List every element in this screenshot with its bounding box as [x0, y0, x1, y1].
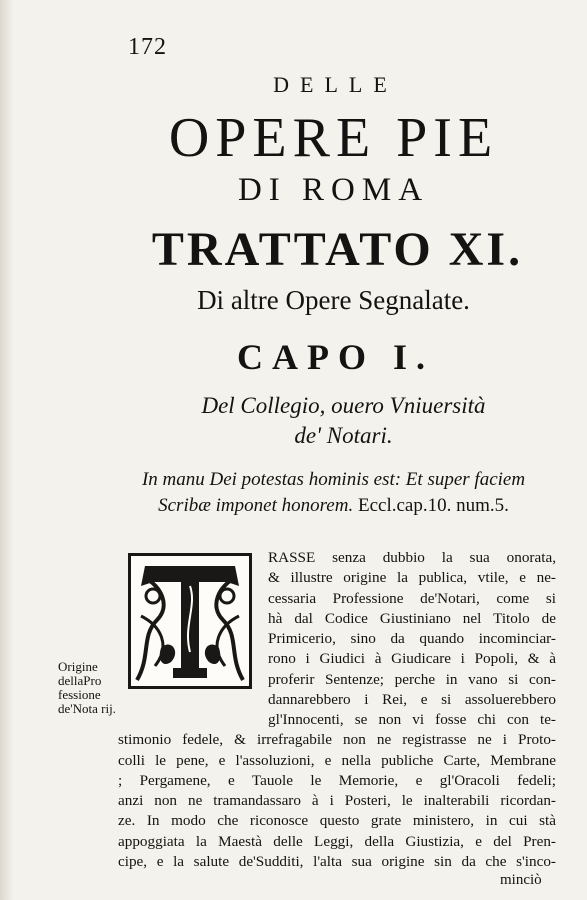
chapter-title-line-1: Del Collegio, ouero Vniuersità: [201, 393, 486, 418]
body-line: RASSE senza dubbio la sua onorata,: [268, 549, 556, 566]
chapter-heading: CAPO I.: [237, 337, 434, 377]
heading-line-3: DI ROMA: [237, 172, 430, 208]
body-line: appoggiata la Maestà delle Leggi, della Giustizia, e del Pren-: [118, 832, 556, 850]
decorated-initial-t-icon: [131, 556, 249, 686]
body-line: cessaria Professione de'Notari, come si: [268, 589, 556, 607]
body-line: cipe, e la salute de'Sudditi, l'alta sua origine sin da che s'inco-: [118, 853, 556, 870]
body-line: colli le pene, e l'assoluzioni, e nella publiche Carte, Membrane: [118, 751, 556, 769]
body-line: Primicerio, sino da quando incominciar-: [268, 630, 556, 648]
epigraph-reference: Eccl.cap.10. num.5.: [357, 495, 509, 516]
body-line: rono i Giudici à Giudicare i Popoli, & à: [268, 650, 556, 668]
page-number: 172: [128, 34, 167, 60]
body-line: hà dal Codice Giustiniano nel Titolo de: [268, 609, 556, 627]
epigraph-line-1: In manu Dei potestas hominis est: Et super faciem: [141, 469, 526, 490]
decorated-initial: [128, 553, 252, 689]
body-line: gl'Innocenti, se non vi fosse chi con te-: [268, 711, 556, 729]
treatise-subtitle: Di altre Opere Segnalate.: [197, 285, 470, 315]
margin-note: Origine dellaPro fessione de'Nota rij.: [58, 659, 116, 716]
body-line: proferir Sentenze; perche in vano si con-: [268, 670, 556, 688]
epigraph-line-2: [0, 495, 587, 517]
chapter-title-line-2: de' Notari.: [294, 423, 393, 448]
catchword: minciò: [500, 872, 542, 888]
heading-line-1: DELLE: [273, 72, 398, 97]
treatise-title: TRATTATO XI.: [151, 223, 524, 276]
epigraph-quote: Scribæ imponet honorem.: [158, 495, 354, 516]
body-line: anzi non ne tramandassaro à i Posteri, le inalterabili ricordan-: [118, 792, 556, 810]
heading-line-2: OPERE PIE: [168, 107, 499, 169]
body-line: ze. In modo che riconosce questo grate ministero, in cui stà: [118, 812, 556, 830]
body-line: & illustre origine la publica, vtile, e ne-: [268, 569, 556, 587]
body-line: dannarebbero i Rei, e si assoluerebbero: [268, 690, 556, 708]
body-line: stimonio fedele, & irrefragabile non ne registrasse ne i Proto-: [118, 731, 556, 749]
body-line: ; Pergamene, e Tauole le Memorie, e gl'Oracoli fedeli;: [118, 771, 556, 789]
